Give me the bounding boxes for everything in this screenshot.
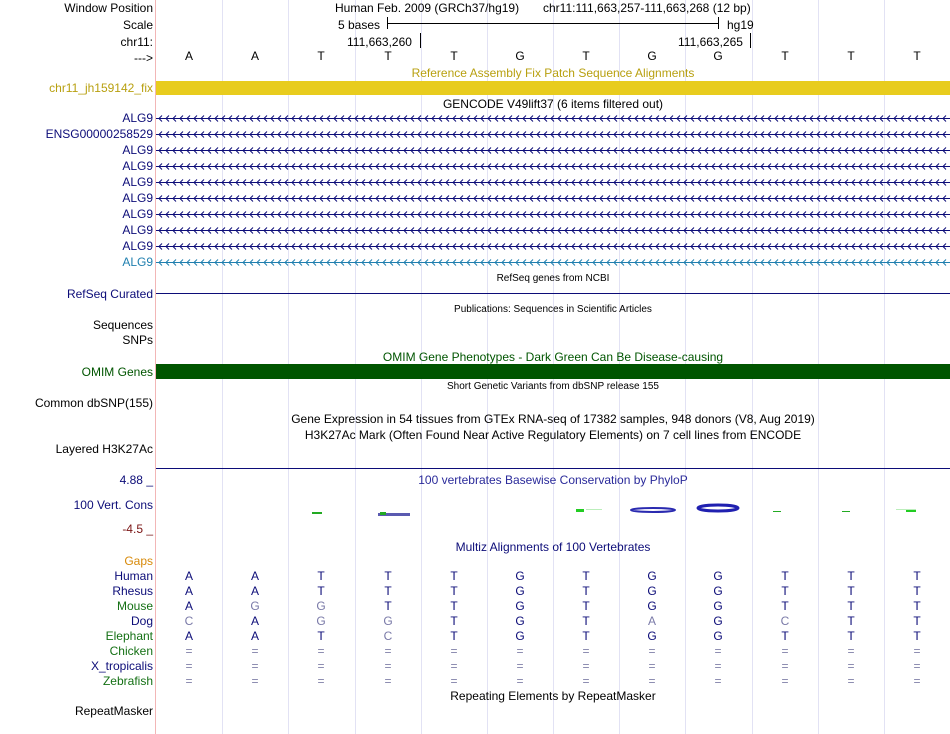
species-label[interactable]: Zebrafish xyxy=(102,674,153,688)
phylop-title[interactable]: 100 vertebrates Basewise Conservation by PhyloP xyxy=(418,473,688,487)
omim-label[interactable]: OMIM Genes xyxy=(81,365,153,379)
aligned-base: = xyxy=(317,674,325,688)
aligned-base: T xyxy=(913,629,921,643)
aligned-base: = xyxy=(516,644,524,658)
aligned-base: = xyxy=(847,674,855,688)
species-label[interactable]: Rhesus xyxy=(112,584,153,598)
strand-arrow-label: ---> xyxy=(134,51,153,65)
coord-tick-right xyxy=(750,33,751,48)
aligned-base: T xyxy=(913,614,921,628)
aligned-base: A xyxy=(647,614,656,628)
gencode-transcript[interactable] xyxy=(156,112,950,125)
window-position-label: Window Position xyxy=(64,1,153,15)
gencode-row-label[interactable]: ALG9 xyxy=(122,111,153,125)
aligned-base: A xyxy=(184,584,193,598)
phylop-max-label: 4.88 _ xyxy=(119,473,153,487)
aligned-base: A xyxy=(184,599,193,613)
gaps-label[interactable]: Gaps xyxy=(124,554,153,568)
gencode-transcript[interactable] xyxy=(156,240,950,253)
aligned-base: G xyxy=(250,599,260,613)
gencode-transcript[interactable] xyxy=(156,256,950,269)
base-letter: T xyxy=(582,49,590,63)
aligned-base: G xyxy=(647,599,657,613)
position-text: chr11:111,663,257-111,663,268 (12 bp) xyxy=(543,1,751,15)
aligned-base: = xyxy=(582,644,590,658)
gencode-transcript[interactable] xyxy=(156,192,950,205)
base-letter: T xyxy=(384,49,392,63)
aligned-base: A xyxy=(250,614,259,628)
aligned-base: T xyxy=(847,629,855,643)
aligned-base: = xyxy=(384,644,392,658)
aligned-base: = xyxy=(913,644,921,658)
base-letter: T xyxy=(781,49,789,63)
aligned-base: A xyxy=(184,629,193,643)
refseq-label[interactable]: RefSeq Curated xyxy=(66,287,153,301)
aligned-base: = xyxy=(251,644,259,658)
aligned-base: T xyxy=(582,584,590,598)
species-label[interactable]: Dog xyxy=(130,614,153,628)
aligned-base: T xyxy=(582,629,590,643)
gencode-row-label[interactable]: ALG9 xyxy=(122,223,153,237)
aligned-base: = xyxy=(384,659,392,673)
aligned-base: G xyxy=(515,599,525,613)
aligned-base: = xyxy=(317,659,325,673)
base-letter: A xyxy=(184,49,193,63)
sequences-label[interactable]: Sequences xyxy=(92,318,153,332)
aligned-base: = xyxy=(781,674,789,688)
dbsnp-label[interactable]: Common dbSNP(155) xyxy=(34,396,153,410)
aligned-base: T xyxy=(582,599,590,613)
aligned-base: = xyxy=(847,644,855,658)
aligned-base: = xyxy=(913,674,921,688)
aligned-base: T xyxy=(317,584,325,598)
scale-text: 5 bases xyxy=(338,18,381,32)
phylop-top-line xyxy=(156,468,950,469)
species-label[interactable]: Mouse xyxy=(116,599,153,613)
species-label[interactable]: Elephant xyxy=(105,629,153,643)
phylop-mark xyxy=(896,509,916,510)
phylop-signal[interactable] xyxy=(156,500,950,522)
gencode-transcript[interactable] xyxy=(156,144,950,157)
coord-left: 111,663,260 xyxy=(347,35,412,49)
aligned-base: = xyxy=(714,674,722,688)
aligned-base: = xyxy=(648,644,656,658)
aligned-base: = xyxy=(251,674,259,688)
aligned-base: G xyxy=(647,629,657,643)
gencode-transcript[interactable] xyxy=(156,128,950,141)
species-label[interactable]: Chicken xyxy=(109,644,153,658)
aligned-base: T xyxy=(913,584,921,598)
aligned-base: T xyxy=(317,569,325,583)
species-label[interactable]: X_tropicalis xyxy=(90,659,153,673)
aligned-base: G xyxy=(383,614,393,628)
base-letter: T xyxy=(847,49,855,63)
fix-patch-title[interactable]: Reference Assembly Fix Patch Sequence Alignments xyxy=(411,66,695,80)
gencode-row-label[interactable]: ALG9 xyxy=(122,239,153,253)
aligned-base: G xyxy=(713,584,723,598)
aligned-base: = xyxy=(714,659,722,673)
gencode-title[interactable]: GENCODE V49lift37 (6 items filtered out) xyxy=(442,97,664,111)
aligned-base: = xyxy=(714,644,722,658)
phylop-min-label: -4.5 _ xyxy=(122,522,153,536)
repeatmasker-title[interactable]: Repeating Elements by RepeatMasker xyxy=(450,689,656,703)
aligned-base: = xyxy=(185,659,193,673)
scale-bar xyxy=(387,17,719,31)
aligned-base: G xyxy=(316,599,326,613)
phylop-mark xyxy=(380,512,386,515)
aligned-base: C xyxy=(780,614,790,628)
aligned-base: C xyxy=(184,614,194,628)
aligned-base: T xyxy=(450,614,458,628)
repeatmasker-label[interactable]: RepeatMasker xyxy=(74,704,153,718)
phylop-mark xyxy=(312,512,322,514)
aligned-base: = xyxy=(648,659,656,673)
aligned-base: G xyxy=(713,629,723,643)
h3k27ac-label[interactable]: Layered H3K27Ac xyxy=(55,442,153,456)
aligned-base: T xyxy=(317,629,325,643)
aligned-base: T xyxy=(913,599,921,613)
gencode-transcript[interactable] xyxy=(156,176,950,189)
multiz-title[interactable]: Multiz Alignments of 100 Vertebrates xyxy=(455,540,651,554)
aligned-base: T xyxy=(913,569,921,583)
species-label[interactable]: Human xyxy=(114,569,153,583)
coord-tick-left xyxy=(420,33,421,48)
aligned-base: = xyxy=(185,644,193,658)
db-label: hg19 xyxy=(727,18,754,32)
aligned-base: = xyxy=(516,674,524,688)
aligned-base: C xyxy=(383,629,393,643)
aligned-base: = xyxy=(450,659,458,673)
aligned-base: A xyxy=(250,584,259,598)
phylop-mark xyxy=(586,509,602,510)
gencode-row-label[interactable]: ENSG00000258529 xyxy=(45,127,153,141)
aligned-base: T xyxy=(847,569,855,583)
fix-patch-label[interactable]: chr11_jh159142_fix xyxy=(49,81,153,95)
aligned-base: T xyxy=(384,584,392,598)
aligned-base: T xyxy=(781,629,789,643)
scale-label: Scale xyxy=(122,18,153,32)
aligned-base: = xyxy=(450,644,458,658)
aligned-base: = xyxy=(582,659,590,673)
omim-title[interactable]: OMIM Gene Phenotypes - Dark Green Can Be Disease-causing xyxy=(382,350,724,364)
chrom-label: chr11: xyxy=(120,35,153,49)
fix-patch-bar[interactable] xyxy=(156,81,950,95)
snps-label[interactable]: SNPs xyxy=(122,333,153,347)
gencode-transcript[interactable] xyxy=(156,208,950,221)
base-letter: T xyxy=(450,49,458,63)
gencode-row-label[interactable]: ALG9 xyxy=(122,207,153,221)
coord-right: 111,663,265 xyxy=(678,35,743,49)
aligned-base: A xyxy=(250,629,259,643)
aligned-base: T xyxy=(781,584,789,598)
phylop-logo-g xyxy=(631,508,675,512)
aligned-base: = xyxy=(781,659,789,673)
aligned-base: T xyxy=(847,584,855,598)
aligned-base: G xyxy=(713,569,723,583)
aligned-base: A xyxy=(250,569,259,583)
aligned-base: G xyxy=(647,584,657,598)
gencode-row-label[interactable]: ALG9 xyxy=(122,191,153,205)
phylop-mark xyxy=(576,509,584,512)
base-letter: T xyxy=(317,49,325,63)
refseq-gene-line[interactable] xyxy=(156,293,950,294)
phylop-label[interactable]: 100 Vert. Cons xyxy=(73,498,153,512)
phylop-logo-g xyxy=(698,505,738,511)
base-letter: G xyxy=(515,49,525,63)
aligned-base: = xyxy=(185,674,193,688)
aligned-base: = xyxy=(317,644,325,658)
publications-title[interactable]: Publications: Sequences in Scientific Articles xyxy=(454,304,652,315)
gencode-transcript[interactable] xyxy=(156,160,950,173)
aligned-base: G xyxy=(316,614,326,628)
aligned-base: T xyxy=(582,614,590,628)
aligned-base: G xyxy=(713,599,723,613)
base-letter: T xyxy=(913,49,921,63)
base-letter: G xyxy=(713,49,723,63)
base-letter: G xyxy=(647,49,657,63)
aligned-base: T xyxy=(582,569,590,583)
phylop-mark xyxy=(773,511,781,512)
aligned-base: G xyxy=(647,569,657,583)
aligned-base: G xyxy=(515,569,525,583)
aligned-base: T xyxy=(781,569,789,583)
gencode-row-label[interactable]: ALG9 xyxy=(122,159,153,173)
assembly-text: Human Feb. 2009 (GRCh37/hg19) xyxy=(335,1,520,15)
h3k27ac-title[interactable]: H3K27Ac Mark (Often Found Near Active Regulatory Elements) on 7 cell lines from ENCODE xyxy=(304,428,802,442)
gencode-row-label[interactable]: ALG9 xyxy=(122,175,153,189)
dbsnp-title[interactable]: Short Genetic Variants from dbSNP release 155 xyxy=(447,381,659,392)
aligned-base: G xyxy=(515,584,525,598)
aligned-base: = xyxy=(913,659,921,673)
aligned-base: T xyxy=(450,599,458,613)
aligned-base: T xyxy=(450,569,458,583)
aligned-base: T xyxy=(847,599,855,613)
aligned-base: T xyxy=(847,614,855,628)
aligned-base: G xyxy=(713,614,723,628)
omim-bar[interactable] xyxy=(156,364,950,379)
gencode-transcript[interactable] xyxy=(156,224,950,237)
aligned-base: T xyxy=(450,629,458,643)
aligned-base: = xyxy=(251,659,259,673)
aligned-base: = xyxy=(648,674,656,688)
aligned-base: = xyxy=(516,659,524,673)
aligned-base: = xyxy=(582,674,590,688)
aligned-base: A xyxy=(184,569,193,583)
aligned-base: = xyxy=(847,659,855,673)
aligned-base: G xyxy=(515,629,525,643)
aligned-base: = xyxy=(781,644,789,658)
base-letter: A xyxy=(250,49,259,63)
aligned-base: T xyxy=(781,599,789,613)
gencode-row-label[interactable]: ALG9 xyxy=(122,255,153,269)
refseq-title[interactable]: RefSeq genes from NCBI xyxy=(496,273,610,284)
aligned-base: T xyxy=(384,569,392,583)
gencode-row-label[interactable]: ALG9 xyxy=(122,143,153,157)
phylop-mark xyxy=(842,511,850,512)
aligned-base: T xyxy=(450,584,458,598)
gtex-title[interactable]: Gene Expression in 54 tissues from GTEx RNA-seq of 17382 samples, 948 donors (V8, Aug 2019) xyxy=(291,412,815,426)
aligned-base: = xyxy=(384,674,392,688)
aligned-base: T xyxy=(384,599,392,613)
aligned-base: = xyxy=(450,674,458,688)
aligned-base: G xyxy=(515,614,525,628)
